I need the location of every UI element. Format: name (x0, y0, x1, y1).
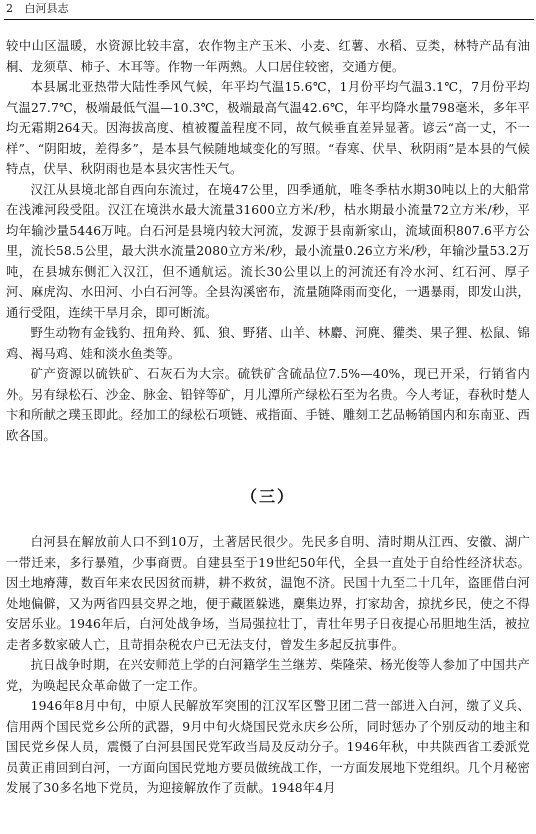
paragraph: 野生动物有金钱豹、扭角羚、狐、狼、野猪、山羊、林麝、河麂、獾类、果子狸、松鼠、锦鸡、褐马鸡、娃和淡水鱼类等。 (6, 326, 530, 361)
paragraph: 矿产资源以硫铁矿、石灰石为大宗。硫铁矿含硫品位7.5%—40%，现已开采，行销省内外。另有绿松石、沙金、脉金、铅锌等矿，月儿潭所产绿松石至为名贵。今人考证，春秋时楚人卞和所献之璞玉即此。经加工的绿松石项链、戒指面、手链、雕刻工艺品畅销国内和东南亚、西欧各国。 (6, 367, 530, 443)
paragraph: 1946年8月中旬，中原人民解放军突围的江汉军区警卫团二营一部进入白河，缴了义兵、信用两个国民党乡公所的武器，9月中旬火烧国民党永庆乡公所，同时惩办了个别反动的地主和国民党乡保人员，震慑了白河县国民党军政当局及反动分子。1946年秋，中共陕西省工委派党员黄正甫回到白河，一方面向国民党地方要员做统战工作，一方面发展地下党组织。几个月秘密发展了30多名地下党员，为迎接解放作了贡献。1948年4月 (6, 699, 530, 795)
paragraph: 抗日战争时期，在兴安师范上学的白河籍学生兰继芳、柴隆荣、杨光俊等人参加了中国共产党，为唤起民众革命做了一定工作。 (6, 658, 530, 693)
header-rule (4, 19, 534, 20)
section-heading: （三） (240, 487, 295, 506)
page-number: 2 (6, 2, 13, 15)
body-text-top (6, 36, 530, 446)
paragraph: 本县属北亚热带大陆性季风气候，年平均气温15.6℃，1月份平均气温3.1℃，7月份平均气温27.7℃，极端最低气温—10.3℃，极端最高气温42.6℃，年平均降水量798毫米，多年平均无霜期264天。因海拔高度、植被覆盖程度不同，故气候垂直差异显著。谚云“高一丈，不一样”、“阴阳坡，差得多”，是本县气候随地域变化的写照。“春寒、伏旱、秋阴雨”是本县的气候特点，伏旱、秋阴雨也是本县灾害性天气。 (6, 80, 530, 176)
paragraph: 白河县在解放前人口不到10万，土著居民很少。先民多自明、清时期从江西、安徽、湖广一带迁来，多行暴殖，少事商贾。自建县至于19世纪50年代，全县一直处于自给性经济状态。因土地瘠薄，数百年来农民因贫而耕，耕不救贫，温饱不济。民国十九至二十几年，盗匪借白河处地偏僻，又为两省四县交界之地，便于藏匿躲逃，麇集边界，打家劫舍，掠扰乡民，使之不得安居乐业。1946年后，白河处战争场，当局强拉壮丁，青壮年男子日夜提心吊胆地生活，被拉走者多数家破人亡，且苛捐杂税农户已无法支付，曾发生多起反抗事件。 (6, 535, 530, 652)
paragraph: 汉江从县境北部自西向东流过，在境47公里，四季通航，唯冬季枯水期30吨以上的大船常在浅滩河段受阻。汉江在境洪水最大流量31600立方米/秒，枯水期最小流量72立方米/秒，平均年输沙量5446万吨。白石河是县境内较大河流，发源于县南新家山，流域面积807.6平方公里，流长58.5公里，最大洪水流量2080立方米/秒，最小流量0.26立方米/秒，年输沙量53.2万吨，在县城东侧汇入汉江，但不通航运。流长30公里以上的河流还有冷水河、红石河、厚子河、麻虎沟、水田河、小白石河等。全县沟溪密布，流量随降雨而变化，一遇暴雨，即发山洪，通行受阻，连续干旱月余，即可断流。 (6, 182, 530, 320)
running-head (6, 2, 69, 16)
paragraph: 较中山区温暖，水资源比较丰富，农作物主产玉米、小麦、红薯、水稻、豆类，林特产品有油桐、龙须草、柿子、木耳等。作物一年两熟。人口居住较密，交通方便。 (6, 39, 530, 74)
book-title: 白河县志 (24, 2, 69, 15)
body-text-bottom (6, 532, 530, 799)
